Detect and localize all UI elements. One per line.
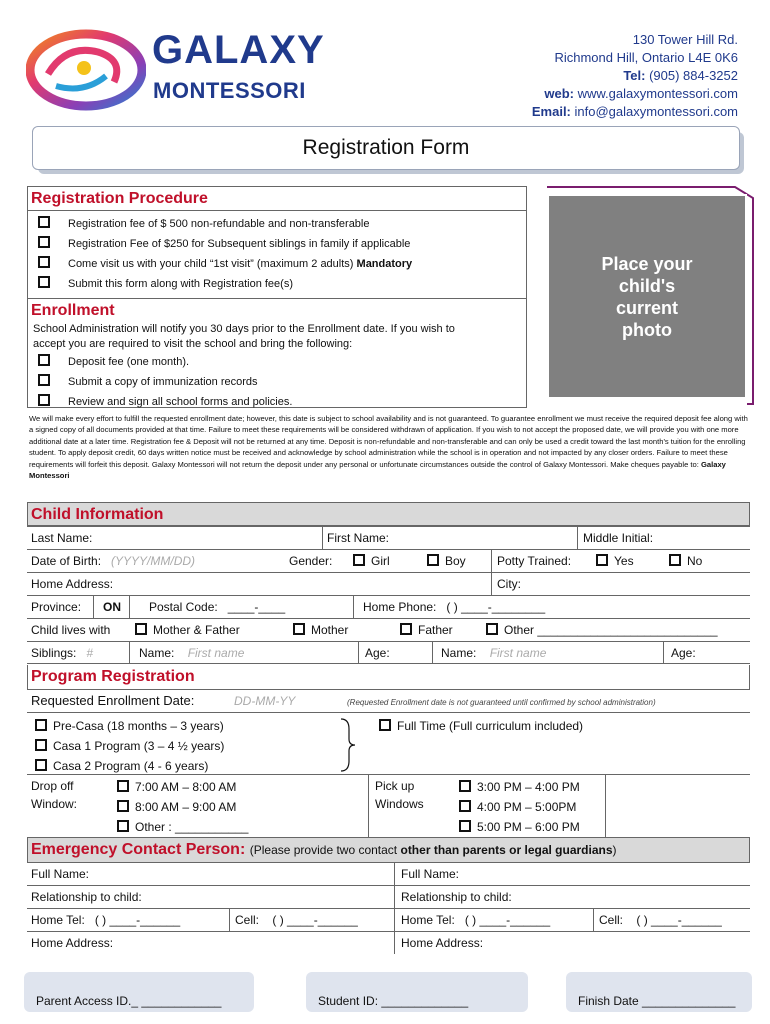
- dropoff-time: Other : ___________: [135, 820, 249, 834]
- cell-label: Cell:: [235, 913, 260, 927]
- section-heading-program: Program Registration: [27, 665, 750, 689]
- student-id: Student ID: _____________: [318, 994, 469, 1008]
- pickup-time: 5:00 PM – 6:00 PM: [477, 820, 580, 834]
- emergency-sub1: (Please provide two contact: [249, 843, 401, 857]
- potty-label: Potty Trained:: [497, 554, 572, 568]
- parent-access-id-box[interactable]: [24, 972, 254, 1012]
- phone-blank: ( ) ____-________: [446, 600, 546, 614]
- pickup-time: 3:00 PM – 4:00 PM: [477, 780, 580, 794]
- requested-date-field[interactable]: [230, 690, 295, 712]
- province-label: Province:: [31, 600, 82, 614]
- siblings-label: Siblings:: [31, 646, 77, 660]
- procedure-item-text: Registration Fee of $250 for Subsequent siblings in family if applicable: [68, 238, 411, 250]
- checkbox[interactable]: [459, 800, 471, 812]
- dropoff-option-1[interactable]: [113, 776, 236, 798]
- web-link[interactable]: www.galaxymontessori.com: [577, 86, 738, 101]
- emergency-relationship-row: [27, 885, 750, 908]
- dropoff-time: 8:00 AM – 9:00 AM: [135, 800, 237, 814]
- enrollment-intro-2: accept you are required to visit the school and bring the following:: [33, 338, 353, 350]
- lives-with-label: Child lives with: [31, 623, 111, 637]
- name-label: Name:: [441, 646, 477, 660]
- parent-access-id: Parent Access ID._ ____________: [36, 994, 222, 1008]
- contact1-relationship[interactable]: Relationship to child:: [31, 890, 142, 904]
- dropoff-option-other[interactable]: [113, 816, 248, 838]
- contact2-home-tel[interactable]: [397, 909, 550, 931]
- pickup-time: 4:00 PM – 5:00PM: [477, 800, 577, 814]
- email-label: Email:: [531, 104, 571, 119]
- child-address-row: [27, 572, 750, 595]
- contact2-relationship[interactable]: Relationship to child:: [401, 890, 512, 904]
- province-value[interactable]: ON: [103, 600, 121, 614]
- school-address: [532, 31, 738, 121]
- last-name-label[interactable]: Last Name:: [31, 531, 93, 545]
- program-options-row: [27, 712, 750, 774]
- enrollment-item-text: Review and sign all school forms and policies.: [68, 396, 293, 408]
- procedure-item: [28, 214, 526, 234]
- program-label: Casa 1 Program (3 – 4 ½ years): [53, 739, 225, 753]
- mother-father-label: Mother & Father: [153, 623, 240, 637]
- emergency-address-row: [27, 931, 750, 954]
- checkbox[interactable]: [293, 623, 305, 635]
- dropoff-label-2: Window:: [31, 797, 78, 811]
- section-heading-enrollment: Enrollment: [28, 298, 526, 322]
- tel-value: (905) 884-3252: [649, 68, 738, 83]
- web-label: web:: [544, 86, 574, 101]
- checkbox[interactable]: [38, 236, 50, 248]
- other-label: Other ___________________________: [504, 623, 718, 637]
- name-label: Name:: [139, 646, 175, 660]
- email-link[interactable]: info@galaxymontessori.com: [574, 104, 738, 119]
- gender-label: Gender:: [289, 554, 333, 568]
- postal-code-field[interactable]: [145, 596, 285, 618]
- program-label: Casa 2 Program (4 - 6 years): [53, 759, 209, 773]
- emergency-heading: Emergency Contact Person:: [31, 841, 246, 858]
- enrollment-item: [28, 352, 526, 372]
- sibling-age-2[interactable]: Age:: [671, 646, 696, 660]
- enrollment-item-text: Deposit fee (one month).: [68, 356, 190, 368]
- potty-no-option[interactable]: [665, 550, 702, 572]
- photo-text-3: current: [615, 297, 678, 318]
- siblings-placeholder: #: [86, 646, 94, 660]
- enrollment-item-text: Submit a copy of immunization records: [68, 376, 258, 388]
- contact1-cell[interactable]: [231, 909, 358, 931]
- lives-mother-option[interactable]: [289, 619, 348, 641]
- father-label: Father: [418, 623, 453, 637]
- web-line: [532, 85, 738, 103]
- full-time-option[interactable]: [375, 715, 583, 737]
- child-name-row: [27, 526, 750, 549]
- middle-initial-label[interactable]: Middle Initial:: [583, 531, 654, 545]
- page-title: Registration Form: [32, 126, 740, 170]
- lives-other-option[interactable]: [482, 619, 718, 641]
- city-label[interactable]: City:: [497, 577, 521, 591]
- child-dob-row: [27, 549, 750, 572]
- mandatory-label: Mandatory: [356, 258, 413, 270]
- date-placeholder: DD-MM-YY: [234, 694, 296, 708]
- contact2-home-address[interactable]: Home Address:: [401, 936, 484, 950]
- home-address-label[interactable]: Home Address:: [31, 577, 114, 591]
- checkbox[interactable]: [135, 623, 147, 635]
- lives-mother-father-option[interactable]: [131, 619, 240, 641]
- checkbox[interactable]: [38, 374, 50, 386]
- enrollment-item: [28, 392, 526, 412]
- tel-line: [532, 67, 738, 85]
- checkbox[interactable]: [353, 554, 365, 566]
- tel-blank: ( ) ____-______: [464, 913, 551, 927]
- galaxy-logo: [26, 24, 346, 114]
- child-siblings-row: [27, 641, 750, 664]
- dob-field[interactable]: [27, 550, 195, 572]
- gender-boy-option[interactable]: [423, 550, 466, 572]
- girl-label: Girl: [371, 554, 390, 568]
- contact1-home-address[interactable]: Home Address:: [31, 936, 114, 950]
- sibling-name-1[interactable]: [135, 642, 244, 664]
- boy-label: Boy: [445, 554, 466, 568]
- checkbox[interactable]: [38, 394, 50, 406]
- dob-label: Date of Birth:: [31, 554, 102, 568]
- student-id-box[interactable]: [306, 972, 528, 1012]
- contact1-home-tel[interactable]: [27, 909, 180, 931]
- home-phone-field[interactable]: [359, 596, 545, 618]
- checkbox[interactable]: [35, 739, 47, 751]
- checkbox[interactable]: [117, 800, 129, 812]
- payable-to: Galaxy Montessori: [29, 459, 726, 481]
- dropoff-time: 7:00 AM – 8:00 AM: [135, 780, 237, 794]
- dropoff-option-2[interactable]: [113, 796, 236, 818]
- pickup-label-1: Pick up: [375, 779, 415, 793]
- photo-placeholder[interactable]: [545, 186, 755, 416]
- postal-blank: ____-____: [227, 600, 286, 614]
- procedure-item-text: Submit this form along with Registration fee(s): [68, 278, 293, 290]
- procedure-item: [28, 274, 526, 294]
- checkbox[interactable]: [400, 623, 412, 635]
- emergency-phone-row: [27, 908, 750, 931]
- photo-text-4: photo: [622, 319, 672, 340]
- lives-father-option[interactable]: [396, 619, 453, 641]
- full-time-label: Full Time (Full curriculum included): [397, 719, 584, 733]
- requested-date-row: [27, 689, 750, 713]
- enrollment-item: [28, 372, 526, 392]
- checkbox[interactable]: [38, 216, 50, 228]
- enrollment-notice: [27, 413, 750, 481]
- child-province-row: [27, 595, 750, 618]
- requested-date-label: Requested Enrollment Date:: [31, 693, 195, 708]
- program-label: Pre-Casa (18 months – 3 years): [53, 719, 224, 733]
- pickup-option-2[interactable]: [455, 796, 576, 818]
- form-title-banner: [32, 126, 740, 170]
- checkbox[interactable]: [379, 719, 391, 731]
- tel-label: Tel:: [623, 68, 646, 83]
- checkbox[interactable]: [38, 354, 50, 366]
- program-option-casa1[interactable]: [31, 735, 224, 757]
- cell-label: Cell:: [599, 913, 624, 927]
- checkbox[interactable]: [459, 780, 471, 792]
- note-text: (Requested Enrollment date is not guaranteed until confirmed by school administration): [347, 698, 656, 707]
- pickup-label-2: Windows: [375, 797, 424, 811]
- no-label: No: [687, 554, 703, 568]
- contact2-full-name[interactable]: Full Name:: [401, 867, 460, 881]
- dropoff-label-1: Drop off: [31, 779, 74, 793]
- child-lives-with-row: [27, 618, 750, 641]
- emergency-name-row: [27, 862, 750, 885]
- dob-placeholder: (YYYY/MM/DD): [111, 554, 196, 568]
- checkbox[interactable]: [459, 820, 471, 832]
- home-tel-label: Home Tel:: [401, 913, 455, 927]
- checkbox[interactable]: [117, 780, 129, 792]
- program-option-precasa[interactable]: [31, 715, 224, 737]
- checkbox[interactable]: [486, 623, 498, 635]
- photo-text-1: Place your: [601, 253, 693, 274]
- name-placeholder: First name: [489, 646, 547, 660]
- siblings-field[interactable]: [27, 642, 93, 664]
- requested-date-note: [343, 690, 656, 712]
- home-phone-label: Home Phone:: [363, 600, 437, 614]
- cell-blank: ( ) ____-______: [636, 913, 722, 927]
- notice-text: We will make every effort to fulfill the requested enrollment date; however, this date is subject to school availability and is not guaranteed. To guarantee enrollment we must receive the required deposit fee along with a signed copy of all documents provided at that time. Failure to meet these requirements will be considered withdrawn of application. If you wish to not accept the proposed date, we will provide you with one more additional date at a later time. Registration fee & Deposit will not be returned at any time. Deposit is non-refundable and non-transferable and can only be used a credit toward the last month's tuition for the enrolling student. To apply deposit credit, 60 days written notice must be received and acknowledge by school administration while the school is in operation and not impacted by any closer orders. Failure to meet these requirements will forfeit this deposit. Galaxy Montessori will not return the deposit under any personal or unfortunate circumstances outside the control of Galaxy Montessori. Make cheques payable to:: [29, 414, 748, 469]
- address-line2: Richmond Hill, Ontario L4E 0K6: [554, 50, 738, 65]
- procedure-item-text: Come visit us with your child “1st visit” (maximum 2 adults): [68, 258, 354, 270]
- cell-blank: ( ) ____-______: [272, 913, 358, 927]
- photo-text-2: child's: [618, 275, 676, 296]
- home-tel-label: Home Tel:: [31, 913, 85, 927]
- sibling-age-1[interactable]: Age:: [365, 646, 390, 660]
- emergency-sub2: ): [612, 843, 617, 857]
- enrollment-intro-1: School Administration will notify you 30 days prior to the Enrollment date. If you wish to: [33, 323, 455, 335]
- windows-row: [27, 774, 750, 838]
- checkbox[interactable]: [38, 256, 50, 268]
- contact1-full-name[interactable]: Full Name:: [31, 867, 90, 881]
- yes-label: Yes: [614, 554, 634, 568]
- potty-yes-option[interactable]: [592, 550, 634, 572]
- address-line1: 130 Tower Hill Rd.: [632, 32, 738, 47]
- checkbox[interactable]: [596, 554, 608, 566]
- first-name-label[interactable]: First Name:: [327, 531, 390, 545]
- section-heading-emergency: [27, 838, 750, 862]
- brand-subname: MONTESSORI: [153, 78, 306, 103]
- checkbox[interactable]: [669, 554, 681, 566]
- section-heading-procedure: Registration Procedure: [28, 187, 526, 211]
- gender-girl-option[interactable]: [349, 550, 390, 572]
- tel-blank: ( ) ____-______: [94, 913, 181, 927]
- pickup-option-1[interactable]: [455, 776, 580, 798]
- checkbox[interactable]: [117, 820, 129, 832]
- emergency-sub-bold: other than parents or legal guardians: [400, 843, 613, 857]
- email-line: [532, 103, 738, 121]
- name-placeholder: First name: [187, 646, 245, 660]
- procedure-item: [28, 234, 526, 254]
- section-heading-child: Child Information: [27, 502, 750, 526]
- mother-label: Mother: [311, 623, 349, 637]
- pickup-option-3[interactable]: [455, 816, 580, 838]
- galaxy-swirl-icon: [26, 24, 146, 114]
- registration-procedure-section: [27, 186, 527, 408]
- finish-date: Finish Date ______________: [578, 994, 736, 1008]
- checkbox[interactable]: [38, 276, 50, 288]
- postal-label: Postal Code:: [149, 600, 218, 614]
- sibling-name-2[interactable]: [437, 642, 546, 664]
- brace-icon: [337, 717, 357, 773]
- finish-date-box[interactable]: [566, 972, 752, 1012]
- contact2-cell[interactable]: [595, 909, 722, 931]
- checkbox[interactable]: [35, 759, 47, 771]
- procedure-item: [28, 254, 526, 274]
- checkbox[interactable]: [427, 554, 439, 566]
- brand-name: GALAXY: [152, 28, 325, 72]
- photo-box: [547, 194, 747, 399]
- checkbox[interactable]: [35, 719, 47, 731]
- procedure-item-text: Registration fee of $ 500 non-refundable and non-transferable: [68, 218, 370, 230]
